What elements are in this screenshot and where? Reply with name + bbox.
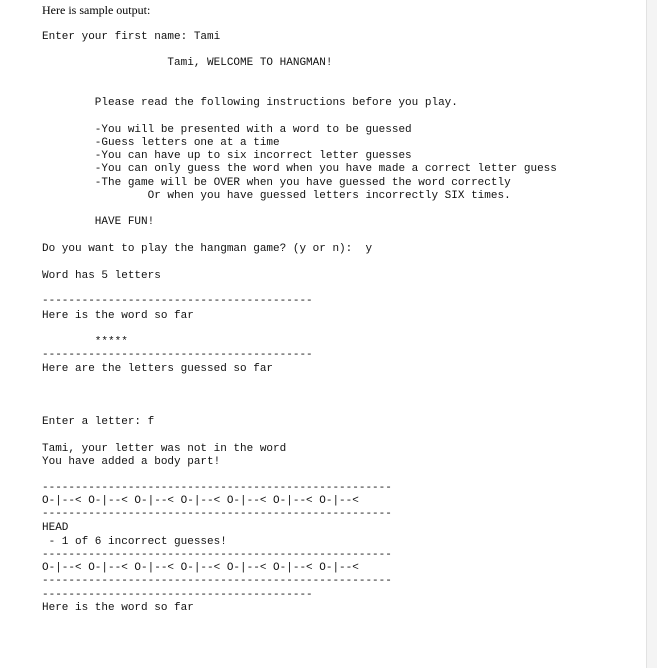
wrong-letter-message: Tami, your letter was not in the word <box>42 443 287 455</box>
first-name-prompt: Enter your first name: Tami <box>42 31 221 43</box>
play-prompt: Do you want to play the hangman game? (y or n): y <box>42 243 373 255</box>
hangman-figures-row: O-|--< O-|--< O-|--< O-|--< O-|--< O-|--< O-|--< <box>42 495 359 507</box>
instruction-line: -You can have up to six incorrect letter guesses <box>42 150 412 162</box>
instruction-line: -You can only guess the word when you have made a correct letter guess <box>42 163 557 175</box>
have-fun-text: HAVE FUN! <box>42 216 155 228</box>
body-part-name: HEAD <box>42 522 69 534</box>
instruction-line: -Guess letters one at a time <box>42 137 280 149</box>
instructions-intro: Please read the following instructions before you play. <box>42 97 458 109</box>
word-so-far-label: Here is the word so far <box>42 602 194 614</box>
divider: ----------------------------------------------------- <box>42 549 392 561</box>
word-so-far-label: Here is the word so far <box>42 310 194 322</box>
instruction-line: -You will be presented with a word to be guessed <box>42 124 412 136</box>
instruction-line: Or when you have guessed letters incorrectly SIX times. <box>42 190 511 202</box>
divider: ----------------------------------------------------- <box>42 508 392 520</box>
masked-word: ***** <box>42 336 128 348</box>
hangman-figures-row: O-|--< O-|--< O-|--< O-|--< O-|--< O-|--< O-|--< <box>42 562 359 574</box>
word-length-text: Word has 5 letters <box>42 270 161 282</box>
divider: ----------------------------------------- <box>42 349 313 361</box>
page-margin <box>647 0 657 668</box>
document-heading: Here is sample output: <box>42 3 151 17</box>
welcome-message: Tami, WELCOME TO HANGMAN! <box>42 57 333 69</box>
instruction-line: -The game will be OVER when you have guessed the word correctly <box>42 177 511 189</box>
divider: ----------------------------------------- <box>42 295 313 307</box>
letter-prompt: Enter a letter: f <box>42 416 155 428</box>
divider: ----------------------------------------------------- <box>42 482 392 494</box>
divider: ----------------------------------------- <box>42 589 313 601</box>
divider: ----------------------------------------------------- <box>42 575 392 587</box>
body-part-message: You have added a body part! <box>42 456 221 468</box>
letters-guessed-label: Here are the letters guessed so far <box>42 363 274 375</box>
incorrect-guess-count: - 1 of 6 incorrect guesses! <box>42 536 227 548</box>
